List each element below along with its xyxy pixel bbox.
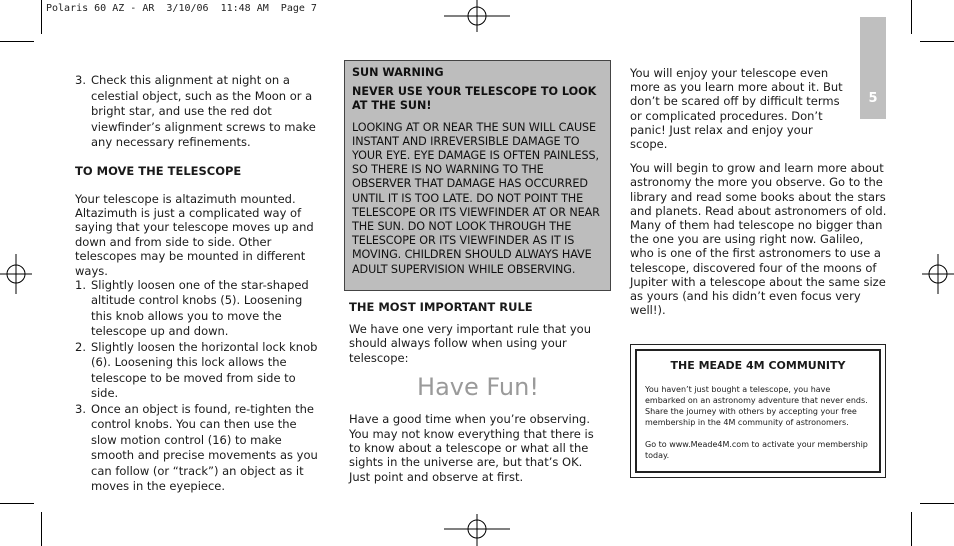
crop-mark: [911, 512, 912, 546]
intro-paragraph: Your telescope is altazimuth mounted. Altazimuth is just a complicated way of saying that your telescope moves up and down and from side to side. Other telescopes may be mounted in different ways.: [75, 191, 314, 278]
crop-mark: [920, 41, 954, 42]
registration-mark-bottom: [444, 512, 510, 546]
section-heading: THE MOST IMPORTANT RULE: [349, 300, 533, 314]
step-text: Slightly loosen one of the star-shaped altitude control knobs (5). Loosening this knob allows you to move the telescope up and down.: [91, 277, 309, 339]
registration-mark-left: [0, 248, 34, 300]
warning-title: SUN WARNING: [352, 66, 444, 79]
crop-mark: [41, 0, 42, 34]
warning-body: LOOKING AT OR NEAR THE SUN WILL CAUSE INSTANT AND IRREVERSIBLE DAMAGE TO YOUR EYE. EYE DAMAGE IS OFTEN PAINLESS, SO THERE IS NO WARNING TO THE OBSERVER THAT DAMAGE HAS OCCURRED UNTIL IT IS TOO LATE. DO NOT POINT THE TELESCOPE OR ITS VIEWFINDER AT OR NEAR THE SUN. DO NOT LOOK THROUGH THE TELESCOPE OR ITS VIEWFINDER AS IT IS MOVING. CHILDREN SHOULD ALWAYS HAVE ADULT SUPERVISION WHILE OBSERVING.: [352, 120, 600, 276]
community-paragraph: You haven’t just bought a telescope, you have embarked on an astronomy adventure that never ends. Share the journey with others by accepting your free membership in the 4M community of astronomers.: [645, 385, 868, 427]
crop-mark: [0, 503, 34, 504]
community-body: [645, 384, 871, 461]
community-box: [630, 344, 886, 478]
right-column: [630, 66, 888, 317]
section-heading: TO MOVE THE TELESCOPE: [75, 163, 242, 178]
step-text: Slightly loosen the horizontal lock knob (6). Loosening this lock allows the telescope to be moved from side to side.: [91, 339, 318, 401]
print-slug: Polaris 60 AZ - AR 3/10/06 11:48 AM Page 7: [46, 3, 317, 14]
crop-mark: [920, 503, 954, 504]
community-inner: [635, 349, 881, 473]
list-item: [75, 340, 320, 402]
registration-mark-top: [444, 0, 510, 34]
crop-mark: [0, 41, 34, 42]
sun-warning-box: [344, 60, 611, 291]
move-steps: [75, 278, 320, 495]
list-item: [75, 402, 320, 495]
list-item: [75, 73, 320, 151]
community-paragraph: Go to www.Meade4M.com to activate your membership today.: [645, 440, 868, 460]
body-paragraph: You will enjoy your telescope even more as you learn more about it. But don’t be scared off by difficult terms or complicated procedures. Don’t panic! Just relax and enjoy your scope.: [630, 66, 843, 152]
list-item: [75, 278, 320, 340]
step-number: 1.: [75, 277, 86, 292]
crop-mark: [41, 512, 42, 546]
crop-mark: [911, 0, 912, 34]
body-paragraph: Have a good time when you’re observing. You may not know everything that there is to know about a telescope or what all the sights in the universe are, but that’s OK. Just point and observe at first.: [349, 412, 594, 484]
have-fun-text: Have Fun!: [417, 373, 539, 402]
step-number: 3.: [75, 401, 86, 416]
body-paragraph: You will begin to grow and learn more about astronomy the more you observe. Go to the library and read some books about the stars and planets. Read about astronomers of old. Many of them had telescope no bigger than the one you are using right now. Galileo, who is one of the first astronomers to use a telescope, discovered four of the moons of Jupiter with a telescope about the same size as yours (and his didn’t even focus very well!).: [630, 161, 887, 318]
left-column: [75, 73, 320, 495]
step-text: Once an object is found, re-tighten the control knobs. You can then use the slow motion control (16) to make smooth and precise movements as you can follow (or “track”) an object as it moves in the eyepiece.: [91, 401, 318, 494]
alignment-steps: [75, 73, 320, 151]
step-number: 3.: [75, 73, 86, 87]
community-title: THE MEADE 4M COMMUNITY: [670, 359, 846, 372]
step-number: 2.: [75, 339, 86, 354]
intro-paragraph: We have one very important rule that you should always follow when using your telescope:: [349, 322, 591, 365]
step-text: Check this alignment at night on a celestial object, such as the Moon or a bright star, and use the red dot viewfinder’s alignment screws to make any necessary refinements.: [91, 73, 316, 149]
warning-subtitle: NEVER USE YOUR TELESCOPE TO LOOK AT THE SUN!: [352, 85, 597, 113]
page-number: 5: [868, 91, 878, 106]
middle-column: [349, 300, 607, 484]
registration-mark-right: [920, 248, 954, 300]
